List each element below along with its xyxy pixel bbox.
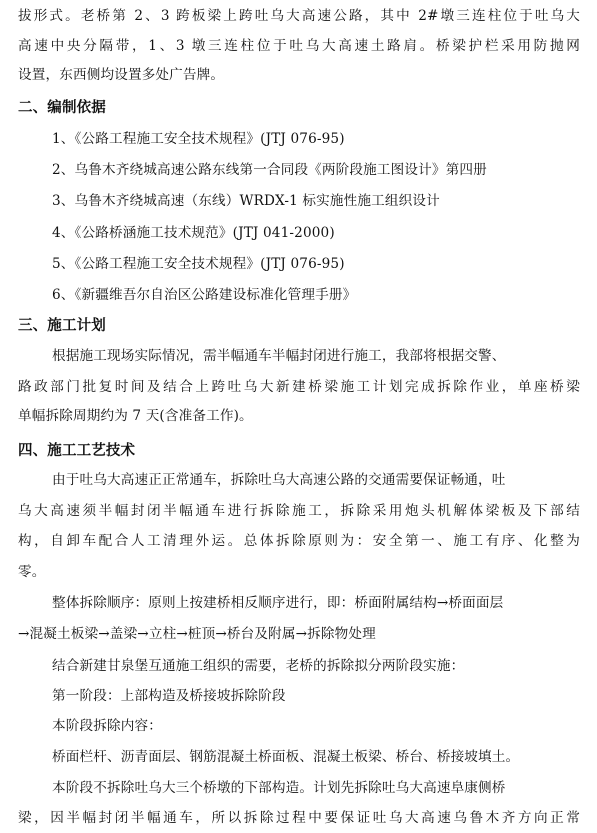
technique-p7-line-1: 本阶段不拆除吐乌大三个桥墩的下部构造。计划先拆除吐乌大高速阜康侧桥 xyxy=(52,780,506,796)
technique-p4: 第一阶段：上部构造及桥接坡拆除阶段 xyxy=(52,688,286,704)
plan-line-3: 单幅拆除周期约为 7 天(含准备工作)。 xyxy=(18,408,253,424)
technique-p1-line-3: 构，自卸车配合人工清理外运。总体拆除原则为：安全第一、施工有序、化整为 xyxy=(18,533,580,549)
technique-p3: 结合新建甘泉堡互通施工组织的需要，老桥的拆除拟分两阶段实施： xyxy=(52,658,465,674)
reference-item-3: 3、乌鲁木齐绕城高速（东线）WRDX-1 标实施性施工组织设计 xyxy=(52,193,440,209)
reference-item-5: 5、《公路工程施工安全技术规程》(JTJ 076-95) xyxy=(52,256,345,272)
technique-p2-line-1: 整体拆除顺序：原则上按建桥相反顺序进行，即：桥面附属结构→桥面面层 xyxy=(52,595,504,611)
plan-line-1: 根据施工现场实际情况，需半幅通车半幅封闭进行施工，我部将根据交警、 xyxy=(52,348,506,364)
section-heading-technique: 四、施工工艺技术 xyxy=(18,443,136,459)
technique-p7-line-2: 梁，因半幅封闭半幅通车，所以拆除过程中要保证吐乌大高速乌鲁木齐方向正常 xyxy=(18,810,580,826)
technique-p6: 桥面栏杆、沥青面层、钢筋混凝土桥面板、混凝土板梁、桥台、桥接坡填土。 xyxy=(52,749,520,765)
section-heading-plan: 三、施工计划 xyxy=(18,318,106,334)
reference-item-4: 4、《公路桥涵施工技术规范》(JTJ 041-2000) xyxy=(52,225,335,241)
technique-p1-line-1: 由于吐乌大高速正正常通车，拆除吐乌大高速公路的交通需要保证畅通，吐 xyxy=(52,472,506,488)
intro-line-1: 拔形式。老桥第 2、3 跨板梁上跨吐乌大高速公路，其中 2#墩三连柱位于吐乌大 xyxy=(18,8,580,24)
technique-p2-line-2: →混凝土板梁→盖梁→立柱→桩顶→桥台及附属→拆除物处理 xyxy=(18,626,376,642)
reference-item-1: 1、《公路工程施工安全技术规程》(JTJ 076-95) xyxy=(52,131,345,147)
reference-item-6: 6、《新疆维吾尔自治区公路建设标准化管理手册》 xyxy=(52,287,357,303)
technique-p1-line-2: 乌大高速须半幅封闭半幅通车进行拆除施工，拆除采用炮头机解体梁板及下部结 xyxy=(18,503,580,519)
section-heading-basis: 二、编制依据 xyxy=(18,100,106,116)
reference-item-2: 2、乌鲁木齐绕城高速公路东线第一合同段《两阶段施工图设计》第四册 xyxy=(52,162,487,178)
plan-line-2: 路政部门批复时间及结合上跨吐乌大新建桥梁施工计划完成拆除作业，单座桥梁 xyxy=(18,379,580,395)
intro-line-2: 高速中央分隔带，1、3 墩三连柱位于吐乌大高速土路肩。桥梁护栏采用防抛网 xyxy=(18,38,580,54)
technique-p5: 本阶段拆除内容： xyxy=(52,718,162,734)
technique-p1-line-4: 零。 xyxy=(18,564,46,580)
intro-line-3: 设置，东西侧均设置多处广告牌。 xyxy=(18,67,225,83)
